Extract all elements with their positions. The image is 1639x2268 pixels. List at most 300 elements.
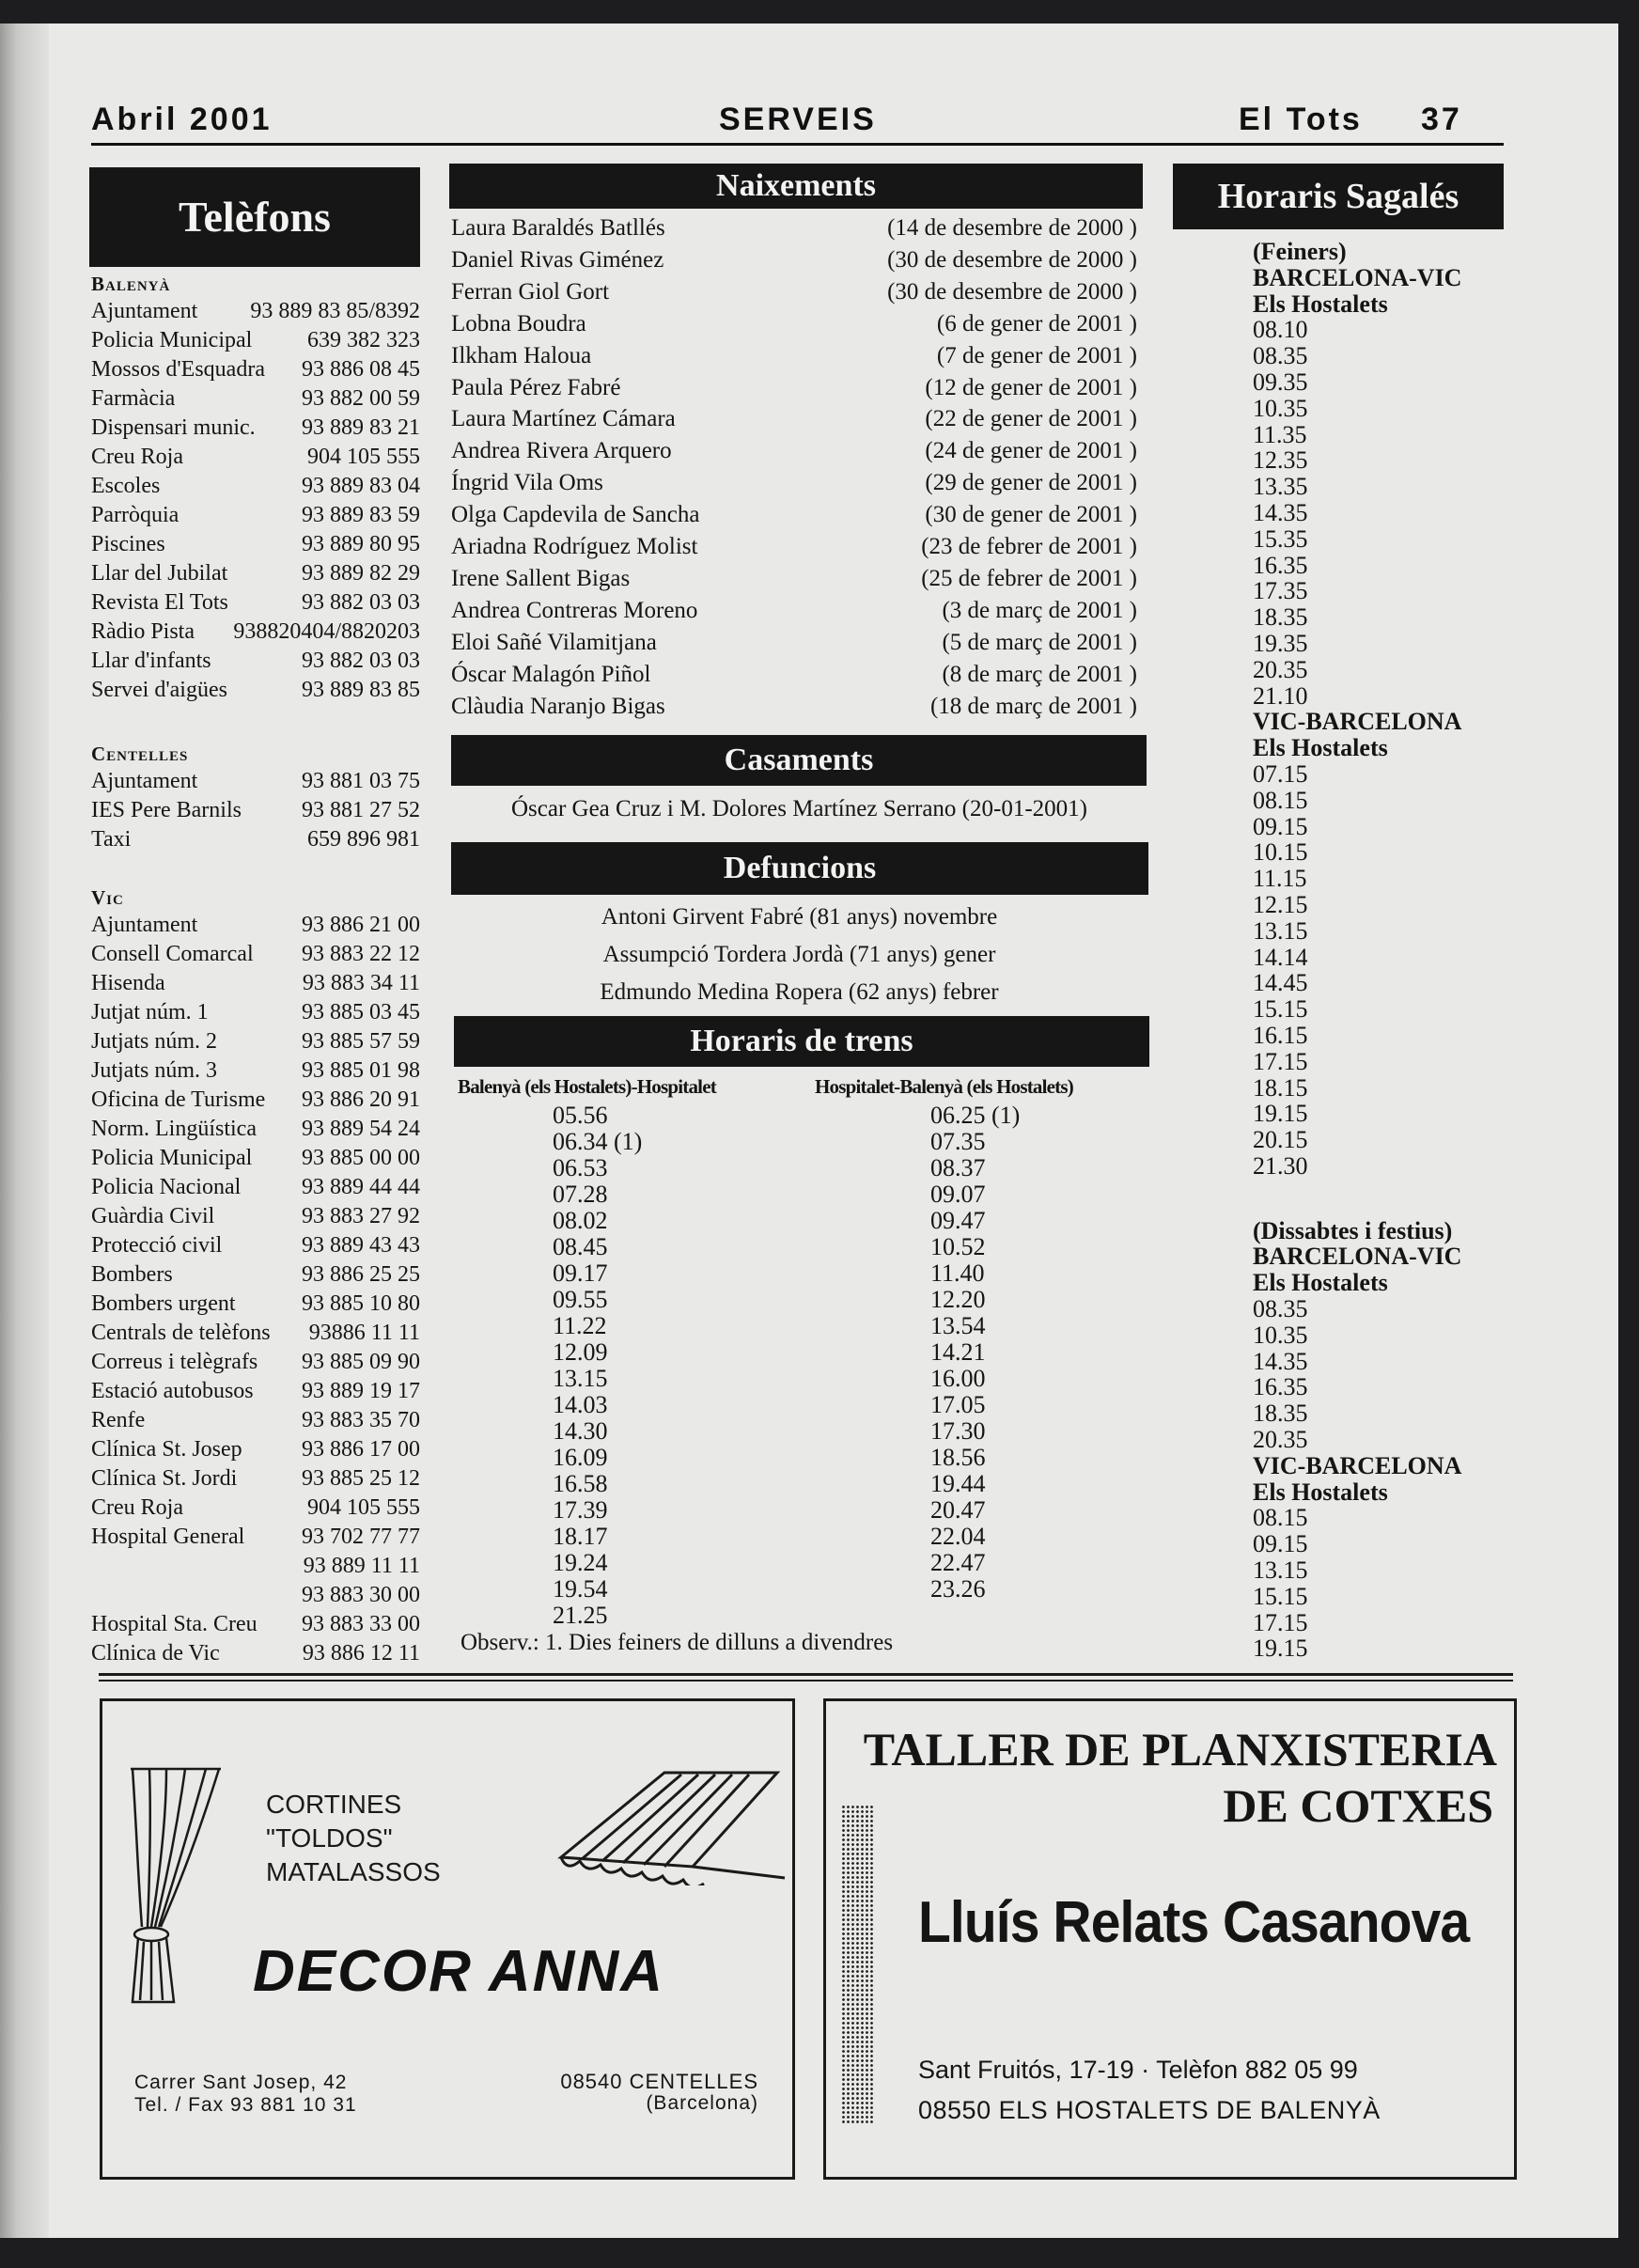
phone-name: Protecció civil (91, 1233, 223, 1258)
phone-number: 93 886 17 00 (302, 1437, 420, 1462)
phone-row (91, 386, 420, 415)
bottom-rule-2 (99, 1680, 1513, 1681)
phone-name: Bombers urgent (91, 1291, 236, 1316)
train-time: 09.17 (553, 1259, 608, 1287)
dotted-bar (841, 1805, 873, 2124)
phone-row (91, 942, 420, 971)
bus-time: 08.15 (1253, 1504, 1308, 1532)
train-time: 20.47 (930, 1496, 986, 1524)
birth-date: (22 de gener de 2001 ) (925, 406, 1137, 432)
train-time: 06.34 (1) (553, 1128, 643, 1155)
phone-row (91, 1612, 420, 1641)
curtain-icon (129, 1767, 223, 2011)
section-centelles: Centelles (91, 743, 189, 765)
birth-date: (24 de gener de 2001 ) (925, 438, 1137, 464)
phone-row (91, 1175, 420, 1204)
bus-time: 15.15 (1253, 1582, 1308, 1610)
phone-row (91, 1321, 420, 1350)
death-entry: Assumpció Tordera Jordà (71 anys) gener (602, 942, 996, 967)
decor-address: Carrer Sant Josep, 42 (134, 2072, 348, 2093)
phone-number: 93 882 03 03 (302, 649, 420, 673)
train-time: 13.54 (930, 1312, 986, 1339)
train-time: 18.56 (930, 1444, 986, 1471)
phone-name: Mossos d'Esquadra (91, 357, 265, 382)
decor-line3: MATALASSOS (266, 1857, 441, 1886)
decor-line1: CORTINES (266, 1790, 402, 1819)
birth-date: (30 de desembre de 2000 ) (887, 278, 1137, 305)
phone-row (91, 619, 420, 649)
phone-directory (91, 273, 420, 1673)
birth-row (451, 566, 1137, 598)
train-col1-heading: Balenyà (els Hostalets)-Hospitalet (458, 1075, 716, 1098)
phone-row (91, 474, 420, 503)
birth-name: Clàudia Naranjo Bigas (451, 693, 665, 719)
bus-time: 11.15 (1253, 865, 1307, 893)
phone-name: Jutjats núm. 3 (91, 1058, 218, 1083)
train-time: 09.47 (930, 1207, 986, 1234)
birth-name: Óscar Malagón Piñol (451, 661, 651, 687)
train-time: 07.35 (930, 1128, 986, 1155)
bus-time: 15.35 (1253, 524, 1308, 553)
bus-time: 19.15 (1253, 1100, 1308, 1128)
birth-date: (6 de gener de 2001 ) (936, 310, 1137, 336)
phone-number: 93 889 44 44 (302, 1175, 420, 1199)
decor-phone: Tel. / Fax 93 881 10 31 (134, 2094, 357, 2116)
bus-time: 16.15 (1253, 1021, 1308, 1049)
bus-time: 18.35 (1253, 1400, 1308, 1428)
stop-name: Els Hostalets (1253, 289, 1388, 318)
phone-number: 93 881 27 52 (302, 798, 420, 822)
birth-name: Lobna Boudra (451, 310, 586, 336)
birth-date: (5 de març de 2001 ) (942, 629, 1137, 655)
phone-number: 93 885 10 80 (302, 1291, 420, 1316)
train-time: 05.56 (553, 1102, 608, 1129)
birth-row (451, 694, 1137, 726)
stop-name: Els Hostalets (1253, 1269, 1388, 1297)
phone-name: Ràdio Pista (91, 619, 195, 644)
birth-name: Ariadna Rodríguez Molist (451, 534, 698, 559)
phone-name: Llar d'infants (91, 649, 211, 673)
marriage-entry: Óscar Gea Cruz i M. Dolores Martínez Serrano (20-01-2001) (510, 796, 1087, 821)
stop-name: Els Hostalets (1253, 734, 1388, 762)
phone-name: Servei d'aigües (91, 678, 227, 702)
phone-name: Ajuntament (91, 913, 198, 937)
trens-title: Horaris de trens (454, 1016, 1149, 1067)
phone-row (91, 1350, 420, 1379)
phone-row (91, 415, 420, 445)
stop-name: Els Hostalets (1253, 1478, 1388, 1506)
train-time: 06.25 (1) (930, 1102, 1021, 1129)
train-time: 18.17 (553, 1523, 608, 1550)
birth-name: Irene Sallent Bigas (451, 565, 631, 591)
decor-region: (Barcelona) (646, 2092, 758, 2114)
decor-brand: DECOR ANNA (253, 1939, 664, 2004)
phone-row (91, 532, 420, 561)
phone-name: Estació autobusos (91, 1379, 254, 1403)
schedule-label: (Feiners) (1253, 238, 1347, 265)
section-balenya: Balenyà (91, 273, 171, 295)
phone-name: Bombers (91, 1262, 173, 1287)
deaths-list (449, 904, 1149, 1017)
casaments-title: Casaments (451, 735, 1147, 786)
phone-number: 93 885 57 59 (302, 1029, 420, 1054)
train-time: 10.52 (930, 1233, 986, 1260)
bottom-rule-1 (99, 1673, 1513, 1676)
ad-taller (823, 1698, 1517, 2180)
phone-name: Clínica St. Jordi (91, 1466, 238, 1491)
phone-row (91, 503, 420, 532)
bus-time: 20.15 (1253, 1126, 1308, 1154)
header-rule (91, 143, 1504, 146)
telefons-title: Telèfons (89, 167, 420, 267)
train-time: 19.24 (553, 1549, 608, 1576)
train-time: 16.09 (553, 1444, 608, 1471)
phone-row (91, 445, 420, 474)
train-time: 22.47 (930, 1549, 986, 1576)
birth-date: (30 de gener de 2001 ) (925, 502, 1137, 528)
birth-date: (18 de març de 2001 ) (929, 693, 1137, 719)
bus-time: 08.35 (1253, 1295, 1308, 1323)
train-time: 16.58 (553, 1470, 608, 1497)
bus-time: 19.35 (1253, 629, 1308, 657)
bus-time: 19.15 (1253, 1635, 1308, 1663)
phone-number: 904 105 555 (307, 445, 420, 469)
bus-time: 10.15 (1253, 838, 1308, 867)
taller-name: Lluís Relats Casanova (918, 1890, 1470, 1955)
phone-name: Clínica St. Josep (91, 1437, 242, 1462)
birth-name: Eloi Sañé Vilamitjana (451, 629, 657, 655)
train-time: 16.00 (930, 1365, 986, 1392)
bus-time: 16.35 (1253, 1373, 1308, 1401)
phone-number: 93 889 54 24 (302, 1117, 420, 1141)
train-time: 22.04 (930, 1523, 986, 1550)
birth-date: (3 de març de 2001 ) (942, 597, 1137, 623)
birth-date: (12 de gener de 2001 ) (925, 374, 1137, 400)
train-time: 14.03 (553, 1391, 608, 1418)
birth-name: Laura Martínez Cámara (451, 406, 676, 432)
phone-number: 93 883 35 70 (302, 1408, 420, 1432)
phone-number: 93 886 20 91 (302, 1087, 420, 1112)
taller-town: 08550 ELS HOSTALETS DE BALENYÀ (918, 2096, 1381, 2124)
bus-time: 18.15 (1253, 1073, 1308, 1102)
bus-time: 10.35 (1253, 394, 1308, 422)
phone-number: 93 883 34 11 (302, 971, 420, 995)
phone-name: Parròquia (91, 503, 180, 527)
phone-number: 93 702 77 77 (302, 1525, 420, 1549)
bus-time: 14.35 (1253, 1347, 1308, 1375)
naixements-title: Naixements (449, 164, 1143, 209)
bus-time: 08.35 (1253, 342, 1308, 370)
birth-row (451, 343, 1137, 375)
bus-time: 10.35 (1253, 1321, 1308, 1349)
phone-name: Jutjat núm. 1 (91, 1000, 209, 1025)
decor-postal: 08540 CENTELLES (560, 2070, 758, 2093)
phone-name: Creu Roja (91, 1495, 183, 1520)
section-title: SERVEIS (719, 102, 877, 137)
bus-schedule (1253, 239, 1516, 1667)
phone-number: 93 885 01 98 (302, 1058, 420, 1083)
phone-number: 93 886 21 00 (302, 913, 420, 937)
birth-date: (25 de febrer de 2001 ) (921, 565, 1137, 591)
phone-name: Escoles (91, 474, 161, 498)
page-number: 37 (1421, 102, 1462, 137)
train-time: 11.22 (553, 1312, 607, 1339)
birth-name: Olga Capdevila de Sancha (451, 502, 700, 528)
train-time: 14.30 (553, 1417, 608, 1445)
phone-number: 93 889 82 29 (302, 561, 420, 586)
train-note: Observ.: 1. Dies feiners de dilluns a divendres (460, 1630, 894, 1655)
birth-row (451, 598, 1137, 630)
phone-row (91, 561, 420, 590)
phone-row (91, 1379, 420, 1408)
birth-date: (14 de desembre de 2000 ) (887, 215, 1137, 241)
phone-name: Llar del Jubilat (91, 561, 228, 586)
birth-name: Laura Baraldés Batllés (451, 215, 665, 241)
phone-number: 93 889 19 17 (302, 1379, 420, 1403)
train-time: 06.53 (553, 1154, 608, 1181)
train-time: 11.40 (930, 1259, 985, 1287)
bus-time: 12.35 (1253, 446, 1308, 475)
phone-name: Hospital Sta. Creu (91, 1612, 258, 1636)
phone-number: 93886 11 11 (308, 1321, 420, 1345)
death-entry: Edmundo Medina Ropera (62 anys) febrer (600, 979, 999, 1005)
phone-row (91, 1000, 420, 1029)
phone-number: 93 889 11 11 (303, 1554, 420, 1578)
phone-name: Policia Municipal (91, 1146, 253, 1170)
bus-time: 17.35 (1253, 577, 1308, 605)
schedule-label: (Dissabtes i festius) (1253, 1216, 1453, 1244)
train-time: 13.15 (553, 1365, 608, 1392)
train-time: 12.09 (553, 1338, 608, 1366)
birth-date: (23 de febrer de 2001 ) (921, 534, 1137, 559)
schedule-gap (1253, 1180, 1516, 1218)
bus-time: 09.15 (1253, 812, 1308, 840)
bus-time: 20.35 (1253, 1426, 1308, 1454)
phone-number: 93 883 27 92 (302, 1204, 420, 1228)
phone-row (91, 1291, 420, 1321)
phone-number: 93 886 12 11 (302, 1641, 420, 1666)
phone-row (91, 1117, 420, 1146)
phone-name: Renfe (91, 1408, 146, 1432)
phone-row (91, 798, 420, 827)
train-time: 17.39 (553, 1496, 608, 1524)
birth-row (451, 406, 1137, 438)
issue-date: Abril 2001 (91, 102, 273, 137)
phone-name: Oficina de Turisme (91, 1087, 266, 1112)
phone-number: 93 886 25 25 (302, 1262, 420, 1287)
phone-row (91, 1408, 420, 1437)
train-time: 14.21 (930, 1338, 986, 1366)
bus-time: 21.10 (1253, 681, 1308, 710)
phone-number: 93 882 00 59 (302, 386, 420, 411)
birth-name: Paula Pérez Fabré (451, 374, 621, 400)
bus-time: 14.45 (1253, 969, 1308, 997)
phone-number: 93 881 03 75 (302, 769, 420, 793)
phone-number: 93 885 25 12 (302, 1466, 420, 1491)
bus-time: 09.15 (1253, 1530, 1308, 1558)
bus-time: 15.15 (1253, 995, 1308, 1024)
train-times-hospitalet-balenya (930, 1103, 1020, 1603)
birth-name: Daniel Rivas Giménez (451, 246, 664, 273)
train-col2-heading: Hospitalet-Balenyà (els Hostalets) (815, 1075, 1073, 1098)
train-time: 07.28 (553, 1181, 608, 1208)
birth-row (451, 502, 1137, 534)
route-name: BARCELONA-VIC (1253, 263, 1462, 291)
bus-time: 09.35 (1253, 368, 1308, 396)
bus-time: 13.35 (1253, 473, 1308, 501)
route-name: VIC-BARCELONA (1253, 708, 1462, 736)
phone-number: 93 883 30 00 (302, 1583, 420, 1607)
phone-row (91, 913, 420, 942)
phone-name: Hisenda (91, 971, 165, 995)
phone-row (91, 1466, 420, 1495)
phone-row (91, 1058, 420, 1087)
phone-row (91, 1146, 420, 1175)
bus-time: 14.35 (1253, 498, 1308, 526)
bus-time: 13.15 (1253, 1556, 1308, 1585)
train-time: 21.25 (553, 1602, 608, 1629)
birth-name: Andrea Contreras Moreno (451, 597, 698, 623)
bus-time: 16.35 (1253, 551, 1308, 579)
birth-row (451, 470, 1137, 502)
bus-time: 08.15 (1253, 786, 1308, 814)
phone-number: 93 889 43 43 (302, 1233, 420, 1258)
magazine-name: El Tots (1239, 102, 1363, 137)
phone-row (91, 357, 420, 386)
phone-number: 93 889 83 59 (302, 503, 420, 527)
phone-name: Ajuntament (91, 769, 198, 793)
phone-name: Norm. Lingüística (91, 1117, 257, 1141)
train-time: 08.02 (553, 1207, 608, 1234)
birth-name: Ilkham Haloua (451, 342, 592, 368)
birth-name: Andrea Rivera Arquero (451, 438, 672, 464)
phone-name: Clínica de Vic (91, 1641, 220, 1666)
taller-title1: TALLER DE PLANXISTERIA (863, 1723, 1497, 1775)
phone-row (91, 1262, 420, 1291)
birth-row (451, 279, 1137, 311)
birth-date: (7 de gener de 2001 ) (936, 342, 1137, 368)
phone-name: Hospital General (91, 1525, 245, 1549)
birth-row (451, 215, 1137, 247)
ad-decor-anna (100, 1698, 795, 2180)
bus-time: 08.10 (1253, 316, 1308, 344)
defuncions-title: Defuncions (451, 842, 1148, 895)
phone-name: Policia Municipal (91, 328, 253, 352)
birth-row (451, 662, 1137, 694)
birth-date: (29 de gener de 2001 ) (925, 470, 1137, 496)
phone-number: 93 889 83 21 (302, 415, 420, 440)
train-time: 19.54 (553, 1575, 608, 1603)
phone-number: 93 889 83 85 (302, 678, 420, 702)
sagales-title: Horaris Sagalés (1173, 164, 1504, 229)
bus-time: 21.30 (1253, 1151, 1308, 1180)
phone-number: 93 883 33 00 (302, 1612, 420, 1636)
phone-row (91, 1583, 420, 1612)
phone-row (91, 971, 420, 1000)
phone-name: Correus i telègrafs (91, 1350, 258, 1374)
phone-name: Policia Nacional (91, 1175, 242, 1199)
phone-row (91, 1233, 420, 1262)
phone-number: 659 896 981 (307, 827, 420, 852)
page-spine (0, 23, 49, 2238)
phone-name: Ajuntament (91, 299, 198, 323)
bus-time: 20.35 (1253, 655, 1308, 683)
phone-number: 93 889 83 04 (302, 474, 420, 498)
death-entry: Antoni Girvent Fabré (81 anys) novembre (601, 904, 998, 930)
phone-row (91, 1087, 420, 1117)
phone-row (91, 1525, 420, 1554)
phone-name: Centrals de telèfons (91, 1321, 271, 1345)
taller-title2: DE COTXES (1223, 1779, 1493, 1832)
phone-number: 639 382 323 (307, 328, 420, 352)
phone-row (91, 590, 420, 619)
train-time: 09.55 (553, 1286, 608, 1313)
birth-row (451, 311, 1137, 343)
phone-row (91, 649, 420, 678)
bus-time: 17.15 (1253, 1047, 1308, 1075)
bus-time: 17.15 (1253, 1608, 1308, 1636)
train-times-balenya-hospitalet (553, 1103, 642, 1629)
phone-row (91, 827, 420, 856)
phone-row (91, 328, 420, 357)
train-time: 17.05 (930, 1391, 986, 1418)
phone-row (91, 299, 420, 328)
bus-time: 13.15 (1253, 916, 1308, 945)
phone-number: 93 885 00 00 (302, 1146, 420, 1170)
train-time: 17.30 (930, 1417, 986, 1445)
route-name: BARCELONA-VIC (1253, 1243, 1462, 1271)
phone-row (91, 1029, 420, 1058)
phone-name: IES Pere Barnils (91, 798, 242, 822)
phone-name: Revista El Tots (91, 590, 228, 615)
phone-name: Guàrdia Civil (91, 1204, 215, 1228)
birth-row (451, 375, 1137, 407)
birth-date: (30 de desembre de 2000 ) (887, 246, 1137, 273)
birth-row (451, 438, 1137, 470)
phone-name: Taxi (91, 827, 132, 852)
phone-row (91, 1641, 420, 1670)
phone-number: 93 882 03 03 (302, 590, 420, 615)
phone-row (91, 1495, 420, 1525)
bus-time: 07.15 (1253, 759, 1308, 788)
bus-time: 18.35 (1253, 603, 1308, 632)
phone-name: Farmàcia (91, 386, 176, 411)
phone-number: 93 889 83 85/8392 (250, 299, 420, 323)
phone-number: 938820404/8820203 (233, 619, 420, 644)
phone-row (91, 1204, 420, 1233)
train-time: 08.37 (930, 1154, 986, 1181)
train-time: 23.26 (930, 1575, 986, 1603)
phone-number: 93 885 03 45 (302, 1000, 420, 1025)
train-time: 09.07 (930, 1181, 986, 1208)
birth-row (451, 630, 1137, 662)
phone-name: Jutjats núm. 2 (91, 1029, 218, 1054)
birth-date: (8 de març de 2001 ) (942, 661, 1137, 687)
phone-number: 93 885 09 90 (302, 1350, 420, 1374)
bus-time: 11.35 (1253, 420, 1307, 448)
section-vic: Vic (91, 886, 124, 909)
birth-row (451, 534, 1137, 566)
birth-row (451, 247, 1137, 279)
phone-row (91, 1554, 420, 1583)
phone-number: 904 105 555 (307, 1495, 420, 1520)
bus-time: 14.14 (1253, 943, 1308, 971)
phone-row (91, 769, 420, 798)
phone-number: 93 883 22 12 (302, 942, 420, 966)
birth-name: Íngrid Vila Oms (451, 470, 603, 496)
train-time: 19.44 (930, 1470, 986, 1497)
bus-time: 12.15 (1253, 890, 1308, 918)
